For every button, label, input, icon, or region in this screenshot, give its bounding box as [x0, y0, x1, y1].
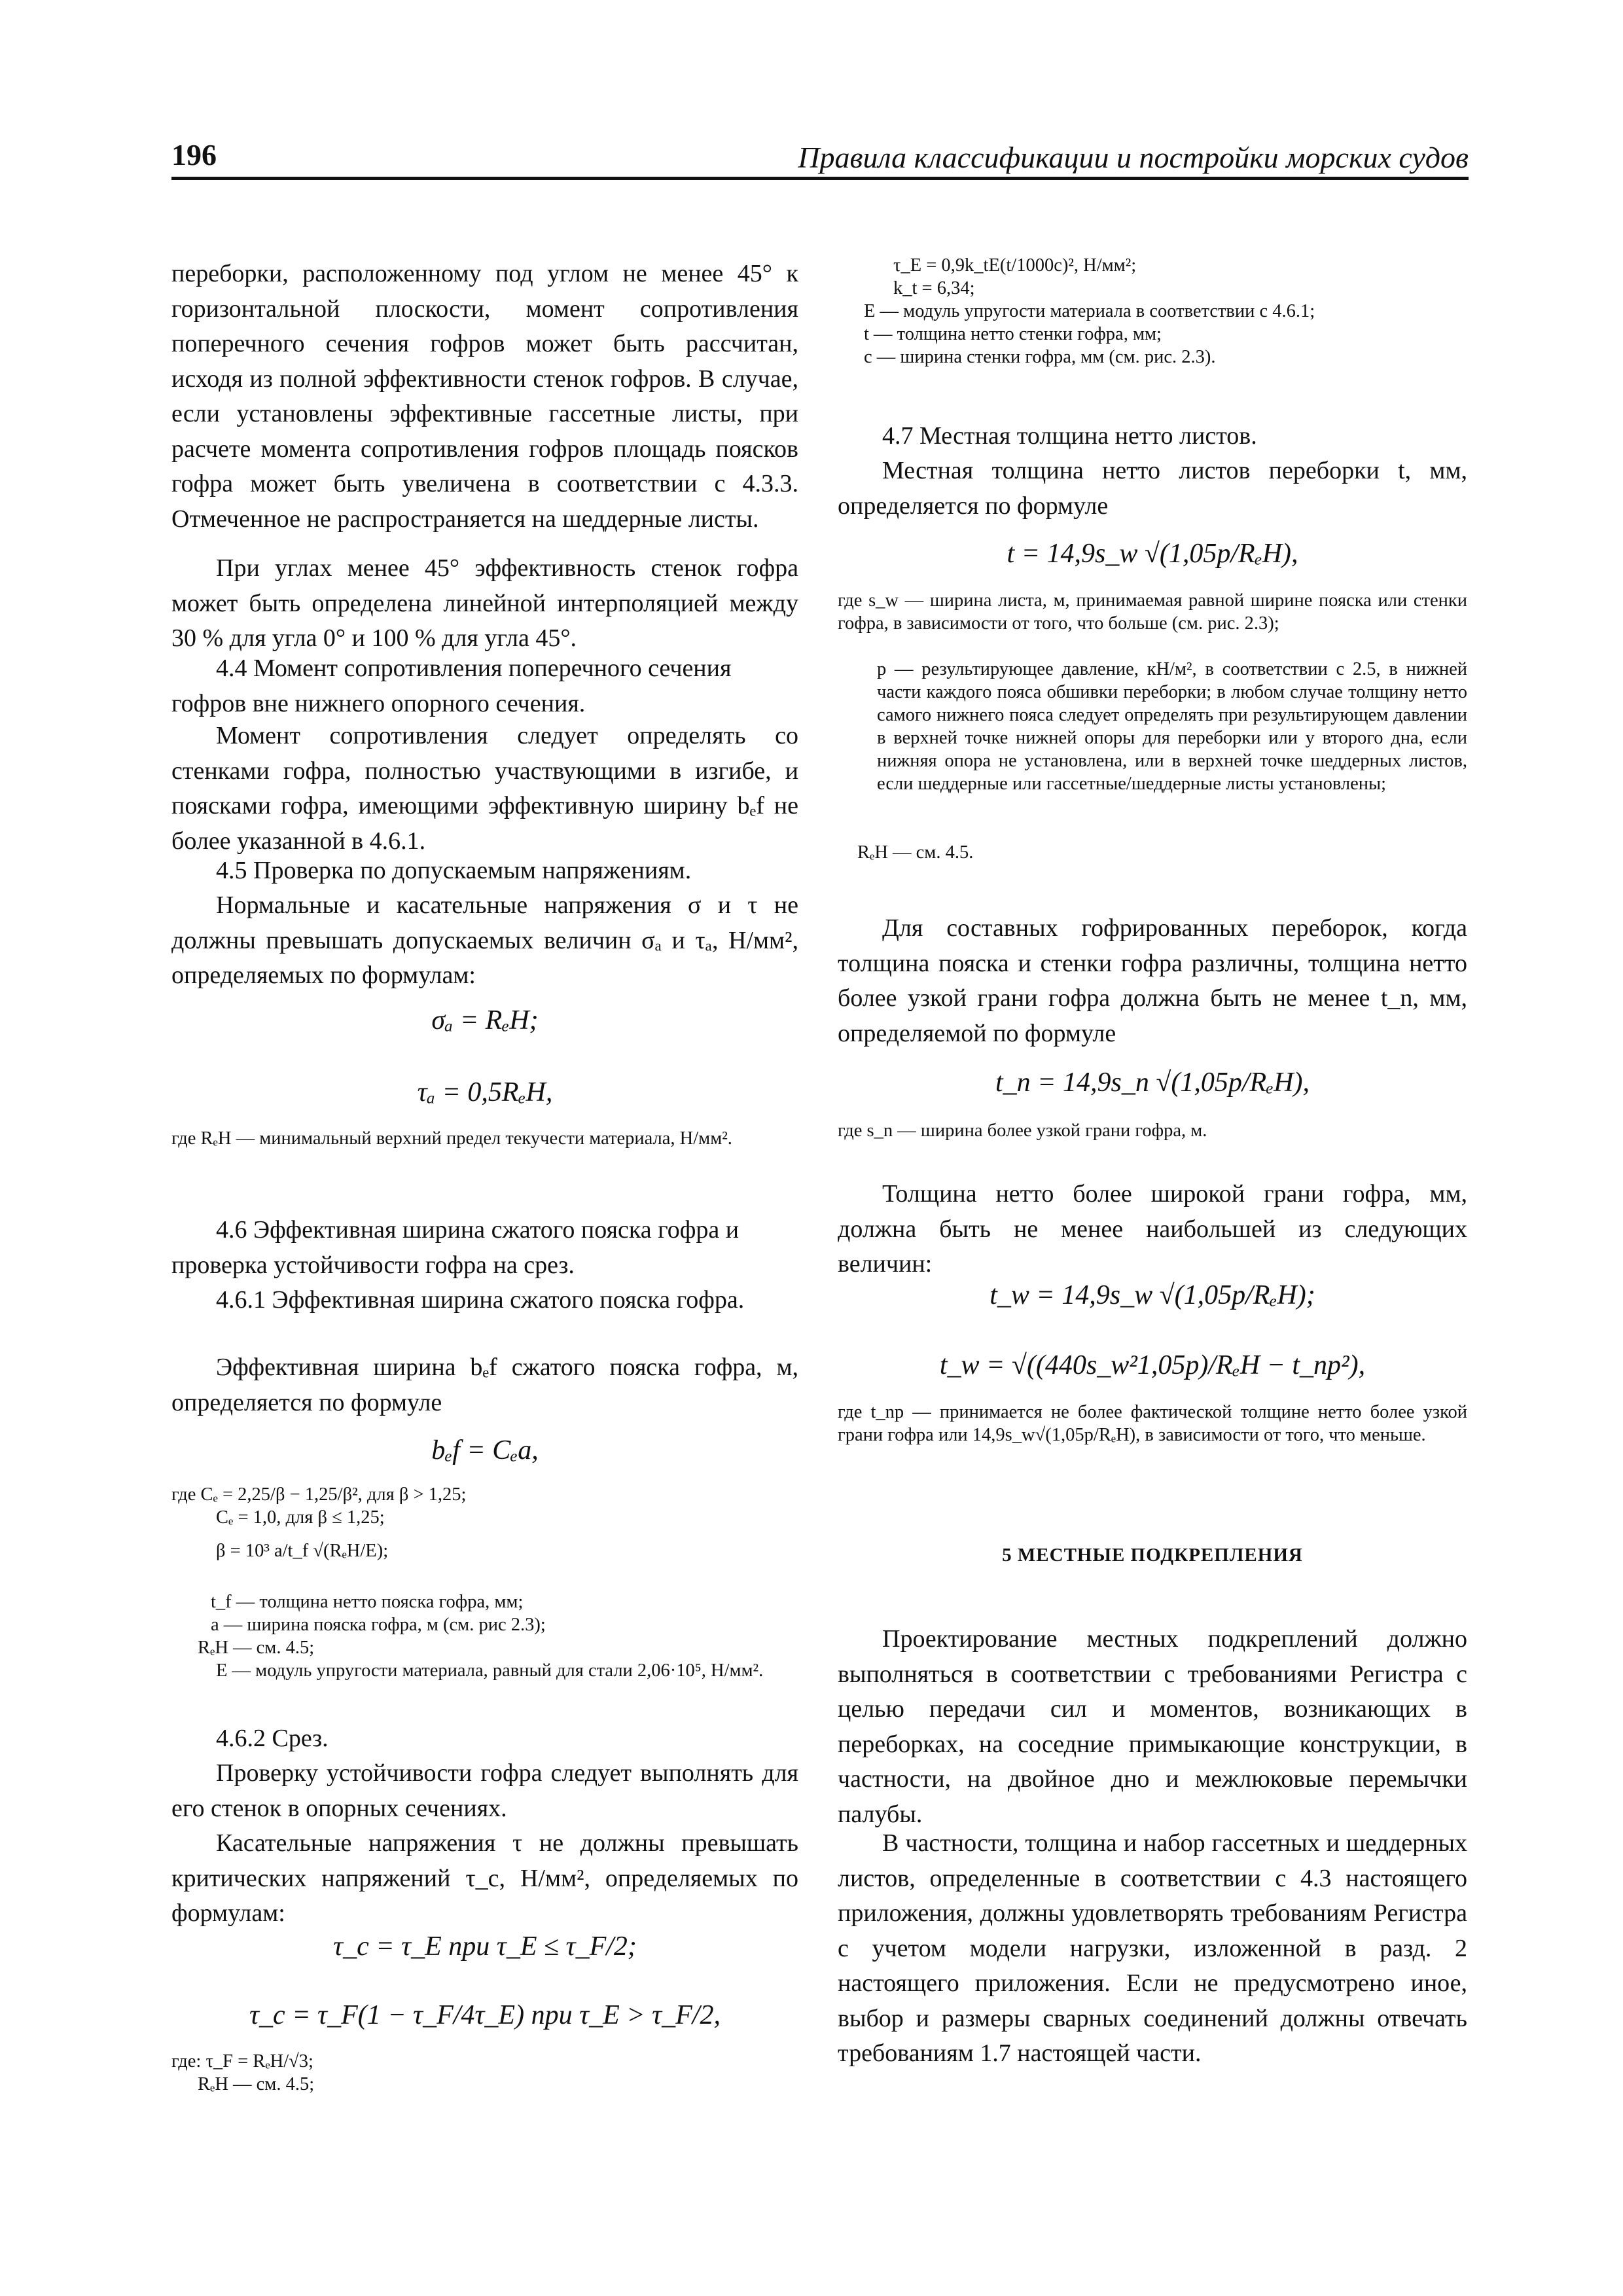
- note: где s_n — ширина более узкой грани гофра, м.: [838, 1121, 1207, 1141]
- formula-tau-c-2: τ_c = τ_F(1 − τ_F/4τ_E) при τ_E > τ_F/2,: [249, 2000, 721, 2030]
- formula-tau-c-1: τ_c = τ_E при τ_E ≤ τ_F/2;: [333, 1931, 637, 1962]
- paragraph: Толщина нетто более широкой грани гофра, мм, должна быть не менее наибольшей из следующих величин:: [838, 1180, 1467, 1278]
- where-line: где: τ_F = RₑH/√3;: [171, 2051, 313, 2072]
- where-line: β = 10³ a/t_f √(RₑH/E);: [216, 1541, 389, 1561]
- paragraph: Местная толщина нетто листов переборки t, мм, определяется по формуле: [838, 457, 1467, 520]
- paragraph: переборки, расположенному под углом не менее 45° к горизонтальной плоскости, момент сопротивления поперечного сечения гофров может быть рассчитан, исходя из полной эффективности стенок гофров. В случае, если установлены эффективные гассетные листы, при расчете момента сопротивления гофров площадь поясков гофра может быть увеличена в соответствии с 4.3.3. Отмеченное не распространяется на шеддерные листы.: [171, 260, 798, 533]
- note: p — результирующее давление, кН/м², в соответствии с 2.5, в нижней части каждого пояса обшивки переборки; в любом случае толщину нетто самого нижнего пояса следует определять при результирующем давлении в верхней точке нижней опоры для переборки или у второго дна, если нижняя опора не установлена, или в верхней точке шеддерных листов, если шеддерные или гассетные/шеддерные листы установлены;: [877, 659, 1467, 794]
- where-line: t — толщина нетто стенки гофра, мм;: [864, 324, 1162, 344]
- section-heading-5: 5 МЕСТНЫЕ ПОДКРЕПЛЕНИЯ: [1002, 1545, 1303, 1566]
- formula-sigma-a: σₐ = RₑH;: [431, 1005, 539, 1035]
- formula-tw-1: t_w = 14,9s_w √(1,05p/RₑH);: [990, 1280, 1315, 1310]
- section-heading-4-6: 4.6 Эффективная ширина сжатого пояска гофра и проверка устойчивости гофра на срез.: [171, 1216, 740, 1279]
- section-heading-4-6-2: 4.6.2 Срез.: [216, 1725, 329, 1752]
- paragraph: В частности, толщина и набор гассетных и шеддерных листов, определенные в соответствии с 4.3 настоящего приложения, должны удовлетворять требованиям Регистра с учетом модели нагрузки, изложенной в разд. 2 настоящего приложения. Если не предусмотрено иное, выбор и размеры сварных соединений должны отвечать требованиям 1.7 настоящей части.: [838, 1829, 1467, 2067]
- where-line: τ_E = 0,9k_tE(t/1000c)², Н/мм²;: [893, 255, 1137, 276]
- where-line: t_f — толщина нетто пояска гофра, мм;: [211, 1592, 524, 1612]
- note: где RₑH — минимальный верхний предел текучести материала, Н/мм².: [171, 1128, 732, 1149]
- note: RₑH — см. 4.5.: [857, 842, 974, 863]
- note: где s_w — ширина листа, м, принимаемая равной ширине пояска или стенки гофра, в зависимости от того, что больше (см. рис. 2.3);: [838, 590, 1467, 634]
- page-number: 196: [171, 138, 217, 171]
- note: где t_np — принимается не более фактической толщине нетто более узкой грани гофра или 14,9s_w√(1,05p/RₑH), в зависимости от того, что меньше.: [838, 1402, 1467, 1445]
- formula-t: t = 14,9s_w √(1,05p/RₑH),: [1007, 539, 1298, 569]
- where-line: RₑH — см. 4.5;: [198, 1638, 315, 1658]
- where-line: c — ширина стенки гофра, мм (см. рис. 2.3).: [864, 347, 1216, 367]
- paragraph: Касательные напряжения τ не должны превышать критических напряжений τ_c, Н/мм², определяемых по формулам:: [171, 1829, 798, 1927]
- section-heading-4-5: 4.5 Проверка по допускаемым напряжениям.: [216, 857, 692, 884]
- where-line: a — ширина пояска гофра, м (см. рис 2.3);: [211, 1615, 546, 1635]
- paragraph: Для составных гофрированных переборок, когда толщина пояска и стенки гофра различны, толщина нетто более узкой грани гофра должна быть не менее t_n, мм, определяемой по формуле: [838, 914, 1467, 1047]
- where-line: RₑH — см. 4.5;: [198, 2074, 315, 2094]
- section-heading-4-6-1: 4.6.1 Эффективная ширина сжатого пояска гофра.: [216, 1286, 745, 1314]
- paragraph: Проверку устойчивости гофра следует выполнять для его стенок в опорных сечениях.: [171, 1759, 798, 1822]
- paragraph: Момент сопротивления следует определять со стенками гофра, полностью участвующими в изгибе, и поясками гофра, имеющими эффективную ширину bₑf не более указанной в 4.6.1.: [171, 722, 798, 855]
- where-line: где Cₑ = 2,25/β − 1,25/β², для β > 1,25;: [171, 1484, 467, 1505]
- formula-tn: t_n = 14,9s_n √(1,05p/RₑH),: [995, 1067, 1310, 1098]
- paragraph: Нормальные и касательные напряжения σ и τ не должны превышать допускаемых величин σₐ и τₐ, Н/мм², определяемых по формулам:: [171, 891, 798, 989]
- where-line: k_t = 6,34;: [893, 278, 975, 298]
- section-heading-4-4: 4.4 Момент сопротивления поперечного сечения гофров вне нижнего опорного сечения.: [171, 655, 732, 717]
- paragraph: Эффективная ширина bₑf сжатого пояска гофра, м, определяется по формуле: [171, 1354, 798, 1416]
- header-divider: [171, 177, 1469, 180]
- where-line: Cₑ = 1,0, для β ≤ 1,25;: [216, 1507, 385, 1528]
- formula-tw-2: t_w = √((440s_w²1,05p)/RₑH − t_np²),: [939, 1350, 1366, 1380]
- where-line: E — модуль упругости материала в соответствии с 4.6.1;: [864, 301, 1315, 321]
- where-line: E — модуль упругости материала, равный для стали 2,06·10⁵, Н/мм².: [216, 1660, 764, 1681]
- section-heading-4-7: 4.7 Местная толщина нетто листов.: [882, 422, 1257, 450]
- running-title: Правила классификации и постройки морских судов: [798, 141, 1469, 174]
- formula-bef: bₑf = Cₑa,: [431, 1435, 539, 1465]
- paragraph: При углах менее 45° эффективность стенок гофра может быть определена линейной интерполяцией между 30 % для угла 0° и 100 % для угла 45°.: [171, 554, 798, 652]
- paragraph: Проектирование местных подкреплений должно выполняться в соответствии с требованиями Регистра с целью передачи сил и моментов, возникающих в переборках, на соседние примыкающие конструкции, в частности, на двойное дно и межлюковые перемычки палубы.: [838, 1625, 1467, 1828]
- formula-tau-a: τₐ = 0,5RₑH,: [417, 1077, 553, 1107]
